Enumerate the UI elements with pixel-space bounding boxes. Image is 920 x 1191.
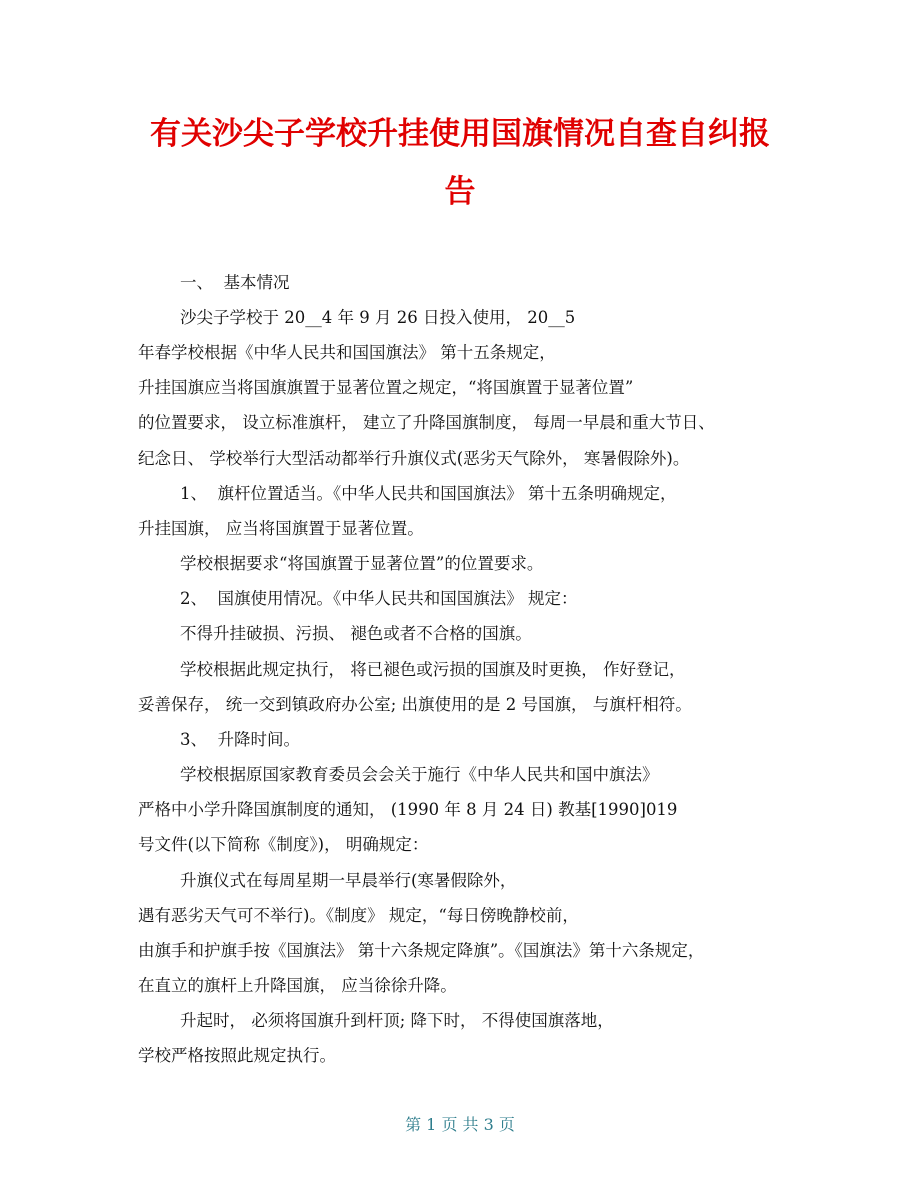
body-line: 1、 旗杆位置适当。《中华人民共和国国旗法》 第十五条明确规定， (180, 484, 677, 503)
body-line: 的位置要求， 设立标准旗杆， 建立了升降国旗制度， 每周一早晨和重大节日、 (138, 413, 715, 432)
body-line: 升旗仪式在每周星期一早晨举行(寒暑假除外， (180, 871, 517, 890)
body-line: 年春学校根据《中华人民共和国国旗法》 第十五条规定， (138, 343, 556, 362)
page-number-footer: 第 1 页 共 3 页 (405, 1115, 515, 1134)
document-title-line-2: 告 (444, 174, 476, 210)
body-line: 升起时， 必须将国旗升到杆顶; 降下时， 不得使国旗落地， (180, 1011, 614, 1030)
body-line: 妥善保存， 统一交到镇政府办公室; 出旗使用的是 2 号国旗， 与旗杆相符。 (138, 695, 692, 714)
body-line: 学校根据此规定执行， 将已褪色或污损的国旗及时更换， 作好登记， (180, 660, 686, 679)
body-line: 升挂国旗应当将国旗旗置于显著位置之规定，“将国旗置于显著位置” (138, 378, 634, 397)
body-line: 在直立的旗杆上升降国旗， 应当徐徐升降。 (138, 976, 457, 995)
body-line: 学校根据要求“将国旗置于显著位置”的位置要求。 (180, 554, 544, 573)
body-line: 一、 基本情况 (180, 273, 290, 292)
body-line: 号文件(以下简称《制度》)， 明确规定： (138, 835, 429, 854)
body-line: 不得升挂破损、污损、 褪色或者不合格的国旗。 (180, 624, 532, 643)
body-line: 升挂国旗， 应当将国旗置于显著位置。 (138, 519, 424, 538)
body-line: 2、 国旗使用情况。《中华人民共和国国旗法》 规定： (180, 589, 578, 608)
body-line: 学校严格按照此规定执行。 (138, 1046, 336, 1065)
body-line: 3、 升降时间。 (180, 730, 300, 749)
body-line: 遇有恶劣天气可不举行)。《制度》 规定，“每日傍晚静校前， (138, 906, 579, 925)
body-line: 纪念日、 学校举行大型活动都举行升旗仪式(恶劣天气除外， 寒暑假除外)。 (138, 449, 690, 468)
body-line: 沙尖子学校于 20__4 年 9 月 26 日投入使用， 20__5 (180, 308, 576, 327)
body-line: 学校根据原国家教育委员会会关于施行《中华人民共和国中旗法》 (180, 765, 659, 784)
body-line: 由旗手和护旗手按《国旗法》 第十六条规定降旗”。《国旗法》第十六条规定， (138, 941, 705, 960)
body-line: 严格中小学升降国旗制度的通知， (1990 年 8 月 24 日) 教基[1990]019 (138, 800, 678, 819)
document-title-line-1: 有关沙尖子学校升挂使用国旗情况自查自纠报 (150, 116, 770, 152)
